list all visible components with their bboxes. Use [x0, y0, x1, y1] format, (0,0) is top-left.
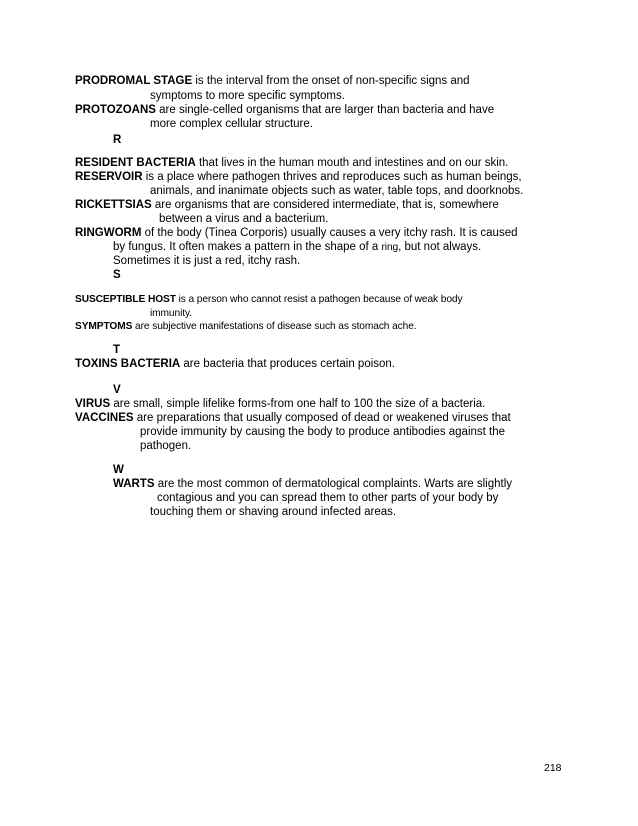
definition-text: are single-celled organisms that are larger than bacteria and have	[155, 104, 495, 116]
entry-toxins-bacteria	[75, 357, 395, 371]
term-ringworm: RINGWORM	[75, 227, 142, 239]
term-prodromal-stage: PRODROMAL STAGE	[75, 75, 193, 87]
entry-vaccines-line-3: pathogen.	[140, 440, 192, 452]
definition-text: is a person who cannot resist a pathogen because of weak body	[175, 294, 463, 305]
entry-warts-line-3: touching them or shaving around infected areas.	[150, 506, 397, 518]
term-vaccines: VACCINES	[75, 412, 134, 424]
entry-ringworm-line-1	[75, 226, 517, 240]
entry-protozoans-line-1	[75, 103, 494, 117]
term-reservoir: RESERVOIR	[75, 171, 143, 183]
entry-protozoans-line-2: more complex cellular structure.	[150, 118, 313, 130]
section-letter-s: S	[113, 269, 121, 281]
term-virus: VIRUS	[75, 398, 111, 410]
definition-text: are small, simple lifelike forms-from one half to 100 the size of a bacteria.	[110, 398, 486, 410]
definition-text: are the most common of dermatological complaints. Warts are slightly	[154, 478, 513, 490]
term-resident-bacteria: RESIDENT BACTERIA	[75, 157, 196, 169]
entry-reservoir-line-2: animals, and inanimate objects such as water, table tops, and doorknobs.	[150, 185, 524, 197]
entry-virus	[75, 397, 485, 411]
section-letter-r: R	[113, 134, 122, 146]
definition-text: are organisms that are considered intermediate, that is, somewhere	[151, 199, 499, 211]
term-protozoans: PROTOZOANS	[75, 104, 156, 116]
term-susceptible-host: SUSCEPTIBLE HOST	[75, 294, 176, 305]
section-letter-w: W	[113, 464, 124, 476]
entry-susceptible-host-line-2: immunity.	[150, 308, 192, 319]
entry-ringworm-line-2	[113, 240, 481, 255]
entry-resident-bacteria	[75, 156, 508, 170]
definition-text: that lives in the human mouth and intestines and on our skin.	[195, 157, 509, 169]
definition-text: are subjective manifestations of disease such as stomach ache.	[132, 321, 417, 332]
entry-rickettsias-line-1	[75, 198, 499, 212]
definition-text: are preparations that usually composed of dead or weakened viruses that	[133, 412, 511, 424]
entry-warts-line-2: contagious and you can spread them to other parts of your body by	[157, 492, 499, 504]
entry-symptoms	[75, 320, 417, 334]
page-number: 218	[544, 762, 562, 774]
entry-reservoir-line-1	[75, 170, 522, 184]
definition-text: are bacteria that produces certain poison.	[180, 358, 396, 370]
entry-vaccines-line-1	[75, 411, 511, 425]
ring-word: ring	[381, 242, 399, 253]
section-letter-t: T	[113, 344, 121, 356]
entry-ringworm-line-3: Sometimes it is just a red, itchy rash.	[113, 255, 301, 267]
term-toxins-bacteria: TOXINS BACTERIA	[75, 358, 181, 370]
definition-text: is a place where pathogen thrives and reproduces such as human beings,	[142, 171, 522, 183]
entry-warts-line-1	[113, 477, 512, 491]
term-symptoms: SYMPTOMS	[75, 321, 133, 332]
term-warts: WARTS	[113, 478, 155, 490]
definition-text: , but not always.	[398, 241, 482, 253]
entry-susceptible-host-line-1	[75, 293, 462, 307]
definition-text: is the interval from the onset of non-specific signs and	[192, 75, 470, 87]
entry-prodromal-line-2: symptoms to more specific symptoms.	[150, 90, 345, 102]
entry-rickettsias-line-2: between a virus and a bacterium.	[159, 213, 329, 225]
definition-text: by fungus. It often makes a pattern in the shape of a	[113, 241, 382, 253]
entry-prodromal-line-1	[75, 74, 470, 88]
section-letter-v: V	[113, 384, 121, 396]
term-rickettsias: RICKETTSIAS	[75, 199, 152, 211]
entry-vaccines-line-2: provide immunity by causing the body to produce antibodies against the	[140, 426, 506, 438]
definition-text: of the body (Tinea Corporis) usually causes a very itchy rash. It is caused	[141, 227, 518, 239]
